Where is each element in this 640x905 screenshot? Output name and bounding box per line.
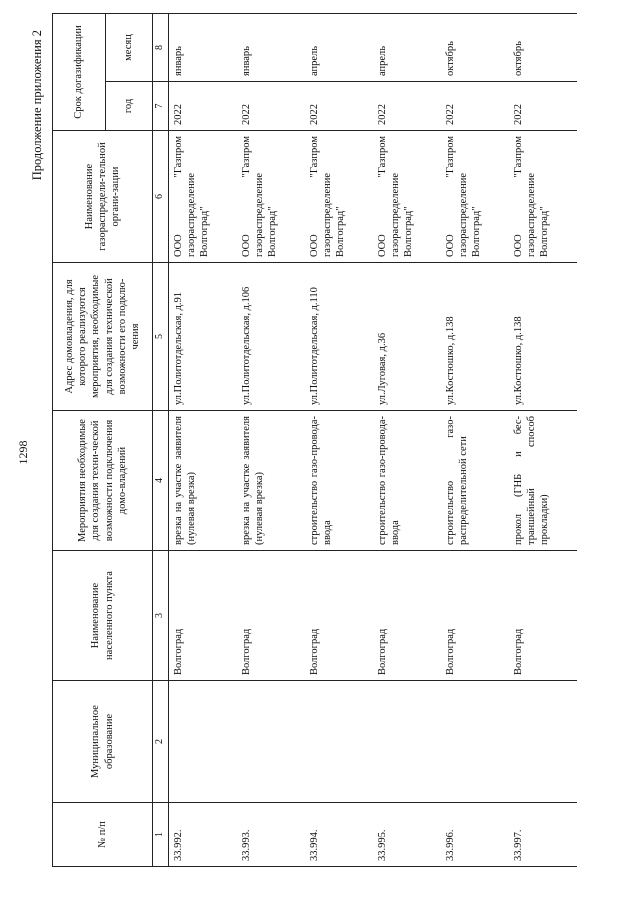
column-number: 1	[153, 803, 169, 867]
row-measures: строительство газо-провода-ввода	[373, 411, 441, 551]
row-municipality	[168, 681, 237, 803]
row-month: январь	[168, 13, 237, 81]
row-address: ул.Костюшко, д.138	[441, 263, 509, 411]
table-row	[305, 13, 373, 866]
row-municipality	[305, 681, 373, 803]
table-row	[373, 13, 441, 866]
row-month: апрель	[305, 13, 373, 81]
column-number: 8	[153, 13, 169, 81]
row-number: 33.993.	[237, 803, 305, 867]
table-row	[168, 13, 237, 866]
row-year: 2022	[305, 82, 373, 131]
row-year: 2022	[373, 82, 441, 131]
row-measures: врезка на участке заявителя (нулевая врезка)	[168, 411, 237, 551]
row-year: 2022	[441, 82, 509, 131]
column-number-row	[153, 13, 169, 866]
row-number: 33.992.	[168, 803, 237, 867]
row-gas-org: ООО "Газпром газораспределение Волгоград"	[305, 131, 373, 263]
row-measures: прокол (ГНБ и бес-траншейный способ прокладки)	[509, 411, 577, 551]
row-municipality	[373, 681, 441, 803]
row-settlement: Волгоград	[509, 551, 577, 681]
row-address: ул.Политотдельская, д.91	[168, 263, 237, 411]
row-settlement: Волгоград	[373, 551, 441, 681]
header-address: Адрес домовладения, для которого реализуются мероприятия, необходимые для создания технической возможности его подклю-чения	[53, 263, 153, 411]
header-deadline: Срок догазификации	[53, 13, 106, 130]
row-municipality	[509, 681, 577, 803]
document-table	[52, 13, 577, 867]
row-address: ул.Политотдельская, д.110	[305, 263, 373, 411]
row-measures: строительство газо-провода-ввода	[305, 411, 373, 551]
row-month: январь	[237, 13, 305, 81]
header-gas-org: Наименование газораспредели-тельной органи-зации	[53, 131, 153, 263]
header-municipality: Муниципальное образование	[53, 681, 153, 803]
row-number: 33.996.	[441, 803, 509, 867]
row-gas-org: ООО "Газпром газораспределение Волгоград"	[237, 131, 305, 263]
row-municipality	[237, 681, 305, 803]
column-number: 6	[153, 131, 169, 263]
row-month: апрель	[373, 13, 441, 81]
row-gas-org: ООО "Газпром газораспределение Волгоград"	[509, 131, 577, 263]
row-gas-org: ООО "Газпром газораспределение Волгоград"	[441, 131, 509, 263]
row-settlement: Волгоград	[441, 551, 509, 681]
row-number: 33.997.	[509, 803, 577, 867]
row-settlement: Волгоград	[168, 551, 237, 681]
row-settlement: Волгоград	[305, 551, 373, 681]
table-row	[509, 13, 577, 866]
row-measures: врезка на участке заявителя (нулевая врезка)	[237, 411, 305, 551]
header-row	[53, 13, 106, 866]
row-month: октябрь	[441, 13, 509, 81]
row-settlement: Волгоград	[237, 551, 305, 681]
header-num: № п/п	[53, 803, 153, 867]
row-month: октябрь	[509, 13, 577, 81]
column-number: 3	[153, 551, 169, 681]
row-gas-org: ООО "Газпром газораспределение Волгоград"	[168, 131, 237, 263]
row-municipality	[441, 681, 509, 803]
column-number: 2	[153, 681, 169, 803]
column-number: 4	[153, 411, 169, 551]
table-row	[237, 13, 305, 866]
row-measures: строительство газо-распределительной сети	[441, 411, 509, 551]
column-number: 5	[153, 263, 169, 411]
continuation-note: Продолжение приложения 2	[30, 30, 44, 181]
header-year: год	[106, 82, 153, 131]
table-row	[441, 13, 509, 866]
row-address: ул.Политотдельская, д.106	[237, 263, 305, 411]
row-year: 2022	[237, 82, 305, 131]
header-month: месяц	[106, 13, 153, 81]
row-year: 2022	[168, 82, 237, 131]
row-gas-org: ООО "Газпром газораспределение Волгоград"	[373, 131, 441, 263]
page-number: 1298	[16, 440, 30, 465]
row-address: ул.Костюшко, д.138	[509, 263, 577, 411]
row-year: 2022	[509, 82, 577, 131]
row-number: 33.995.	[373, 803, 441, 867]
row-number: 33.994.	[305, 803, 373, 867]
header-measures: Мероприятия необходимые для создания техни-ческой возможности подключения домо-владений	[53, 411, 153, 551]
header-settlement: Наименование населенного пункта	[53, 551, 153, 681]
row-address: ул.Луговая, д.36	[373, 263, 441, 411]
column-number: 7	[153, 82, 169, 131]
